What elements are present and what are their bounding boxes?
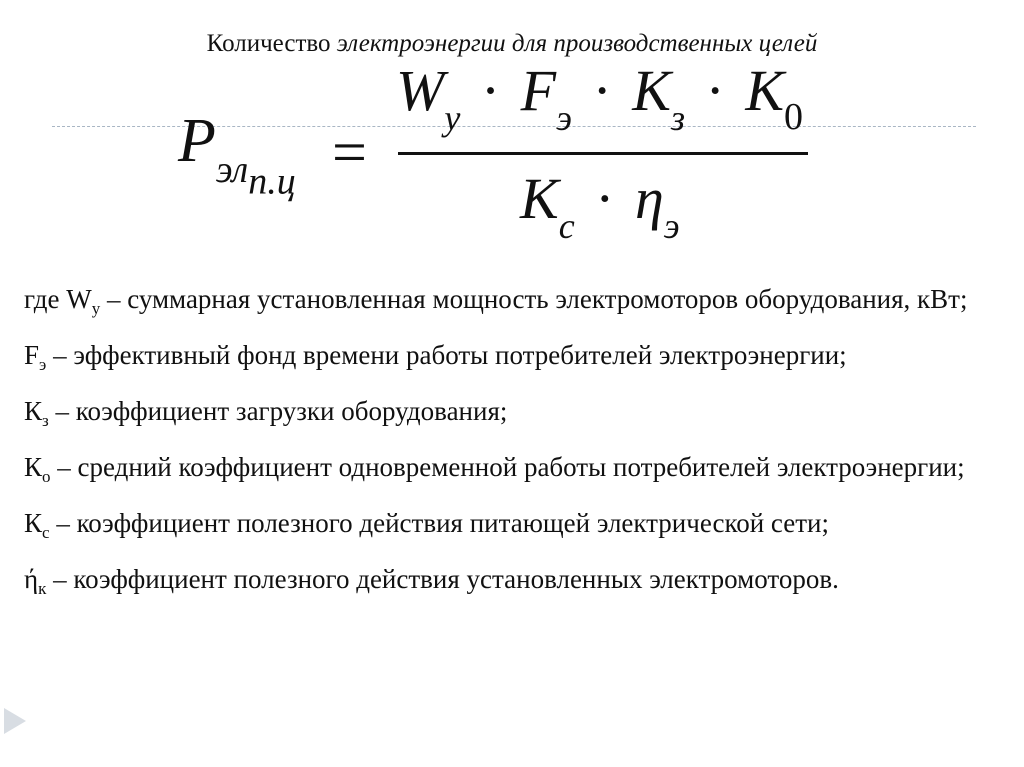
definition-item <box>24 561 1004 607</box>
definition-subscript: с <box>42 522 50 542</box>
numerator-term: W <box>396 58 445 123</box>
equals-sign: = <box>332 119 367 187</box>
definition-text: – эффективный фонд времени работы потребителей электроэнергии; <box>46 339 847 370</box>
definition-text: – коэффициент полезного действия питающей электрической сети; <box>49 507 829 538</box>
multiply-dot: · <box>592 58 612 123</box>
definition-text: – коэффициент полезного действия установленных электромоторов. <box>46 563 839 594</box>
formula <box>0 0 1024 260</box>
numerator-term: K <box>632 58 671 123</box>
definition-subscript: з <box>42 410 49 430</box>
denominator-term: η <box>635 166 664 231</box>
definition-text: – коэффициент загрузки оборудования; <box>48 395 508 426</box>
numerator-subscript: э <box>556 97 572 138</box>
formula-denominator <box>520 166 680 246</box>
denominator-term: K <box>520 166 559 231</box>
definition-item <box>24 281 1004 327</box>
definition-item <box>24 337 1004 383</box>
definition-prefix: где <box>24 284 67 314</box>
formula-lhs <box>178 107 296 203</box>
title-lead: Количество <box>206 30 331 57</box>
numerator-subscript: у <box>444 97 461 138</box>
numerator-term: K <box>745 58 785 123</box>
numerator-subscript: з <box>670 97 686 138</box>
definition-subscript: у <box>91 298 101 318</box>
definition-subscript: о <box>42 466 51 486</box>
definition-symbol: ή <box>24 563 39 594</box>
definition-item <box>24 505 1004 551</box>
definition-symbol: К <box>24 395 43 426</box>
definition-item <box>24 393 1004 439</box>
definition-subscript: э <box>39 354 47 374</box>
lhs-subscript: эл <box>215 148 249 191</box>
definition-item <box>24 449 1004 495</box>
denominator-subscript: э <box>663 205 680 246</box>
definition-symbol: F <box>24 339 40 370</box>
formula-numerator <box>396 58 808 138</box>
lhs-symbol: P <box>178 107 216 175</box>
denominator-subscript: с <box>558 205 575 246</box>
numerator-term: F <box>520 58 557 123</box>
slide-nav-arrow-icon[interactable] <box>4 708 26 734</box>
definition-symbol: К <box>24 451 43 482</box>
title-italic: электроэнергии для производственных целей <box>336 30 818 57</box>
lhs-subsubscript: п.ц <box>248 160 296 203</box>
fraction-bar <box>398 152 808 155</box>
definition-text: – средний коэффициент одновременной работы потребителей электроэнергии; <box>50 451 965 482</box>
definitions-list <box>24 281 1004 617</box>
multiply-dot: · <box>595 166 615 231</box>
numerator-subscript: 0 <box>784 96 804 138</box>
definition-symbol: W <box>66 284 92 314</box>
definition-symbol: К <box>24 507 43 538</box>
definition-subscript: к <box>38 578 47 598</box>
definition-text: – суммарная установленная мощность электромоторов оборудования, кВт; <box>100 284 968 314</box>
multiply-dot: · <box>705 58 725 123</box>
multiply-dot: · <box>480 58 501 123</box>
